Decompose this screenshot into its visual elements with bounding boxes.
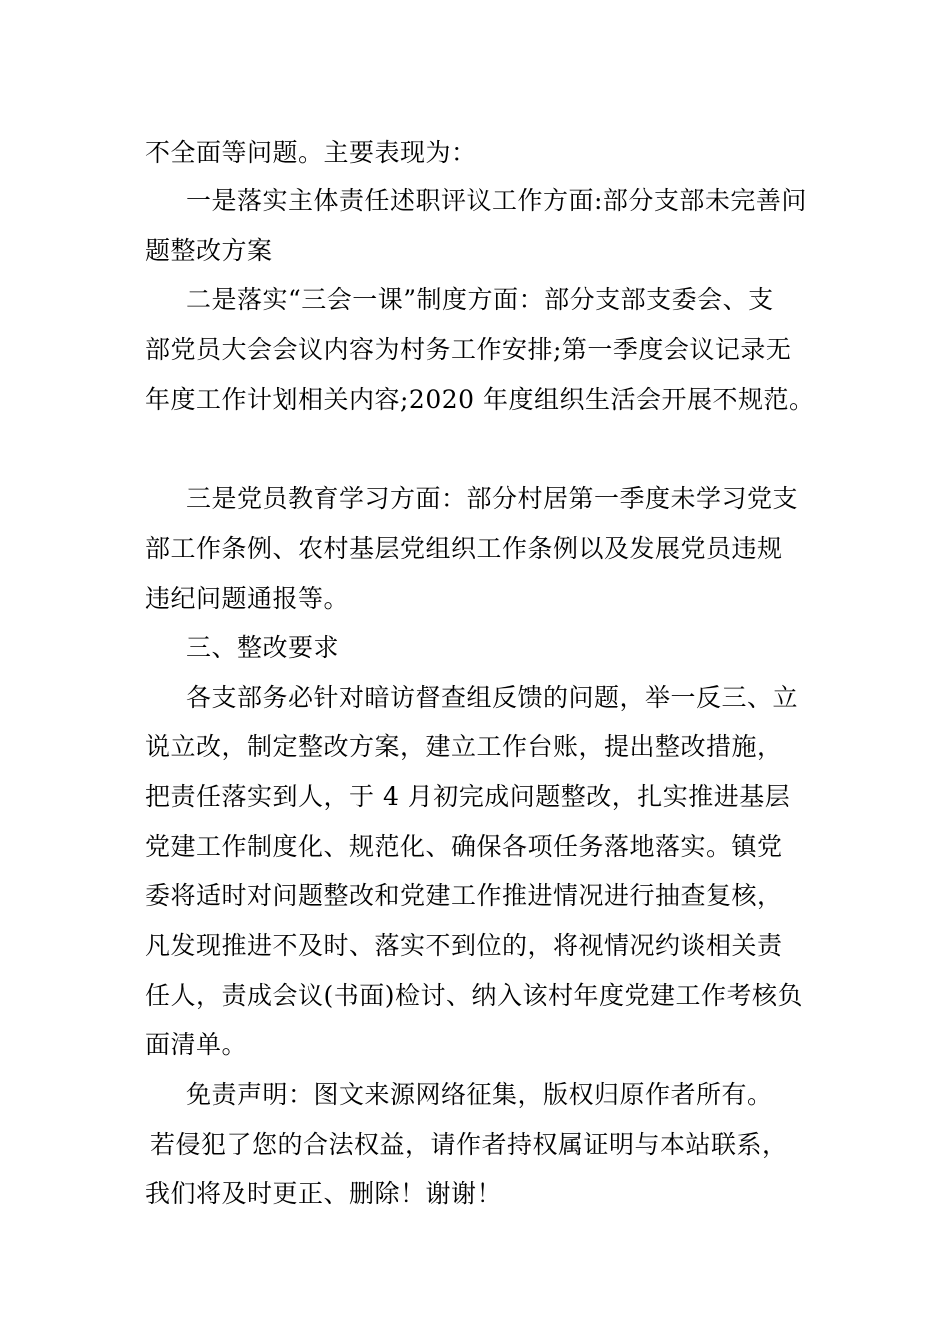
requirements-line-8: 面清单。 <box>145 1030 248 1059</box>
disclaimer-line-2: 若侵犯了您的合法权益，请作者持权属证明与本站联系， <box>150 1130 788 1159</box>
item2-line-3: 年度工作计划相关内容;2020 年度组织生活会开展不规范。 <box>145 385 815 414</box>
item3-line-3: 违纪问题通报等。 <box>145 584 350 613</box>
item2-line-1: 二是落实“三会一课”制度方面：部分支部支委会、支 <box>186 285 774 314</box>
requirements-line-4: 党建工作制度化、规范化、确保各项任务落地落实。镇党 <box>145 832 783 861</box>
disclaimer-line-3: 我们将及时更正、删除！谢谢！ <box>145 1179 503 1208</box>
item1-line-2: 题整改方案 <box>145 236 273 265</box>
item3-line-2: 部工作条例、农村基层党组织工作条例以及发展党员违规 <box>145 534 783 563</box>
requirements-line-3: 把责任落实到人，于 4 月初完成问题整改，扎实推进基层 <box>145 782 791 811</box>
requirements-line-1: 各支部务必针对暗访督查组反馈的问题，举一反三、立 <box>186 683 799 712</box>
requirements-line-6: 凡发现推进不及时、落实不到位的，将视情况约谈相关责 <box>145 931 783 960</box>
item3-line-1: 三是党员教育学习方面：部分村居第一季度未学习党支 <box>186 484 799 513</box>
requirements-line-7: 任人，责成会议(书面)检讨、纳入该村年度党建工作考核负 <box>145 981 804 1010</box>
disclaimer-line-1: 免责声明：图文来源网络征集，版权归原作者所有。 <box>186 1080 773 1109</box>
intro-line-1: 不全面等问题。主要表现为： <box>145 138 477 167</box>
item2-line-2: 部党员大会会议内容为村务工作安排;第一季度会议记录无 <box>145 335 792 364</box>
requirements-line-5: 委将适时对问题整改和党建工作推进情况进行抽查复核， <box>145 881 783 910</box>
item1-line-1: 一是落实主体责任述职评议工作方面:部分支部未完善问 <box>186 186 807 215</box>
section3-heading: 三、整改要求 <box>186 633 340 662</box>
requirements-line-2: 说立改，制定整改方案，建立工作台账，提出整改措施， <box>145 732 783 761</box>
